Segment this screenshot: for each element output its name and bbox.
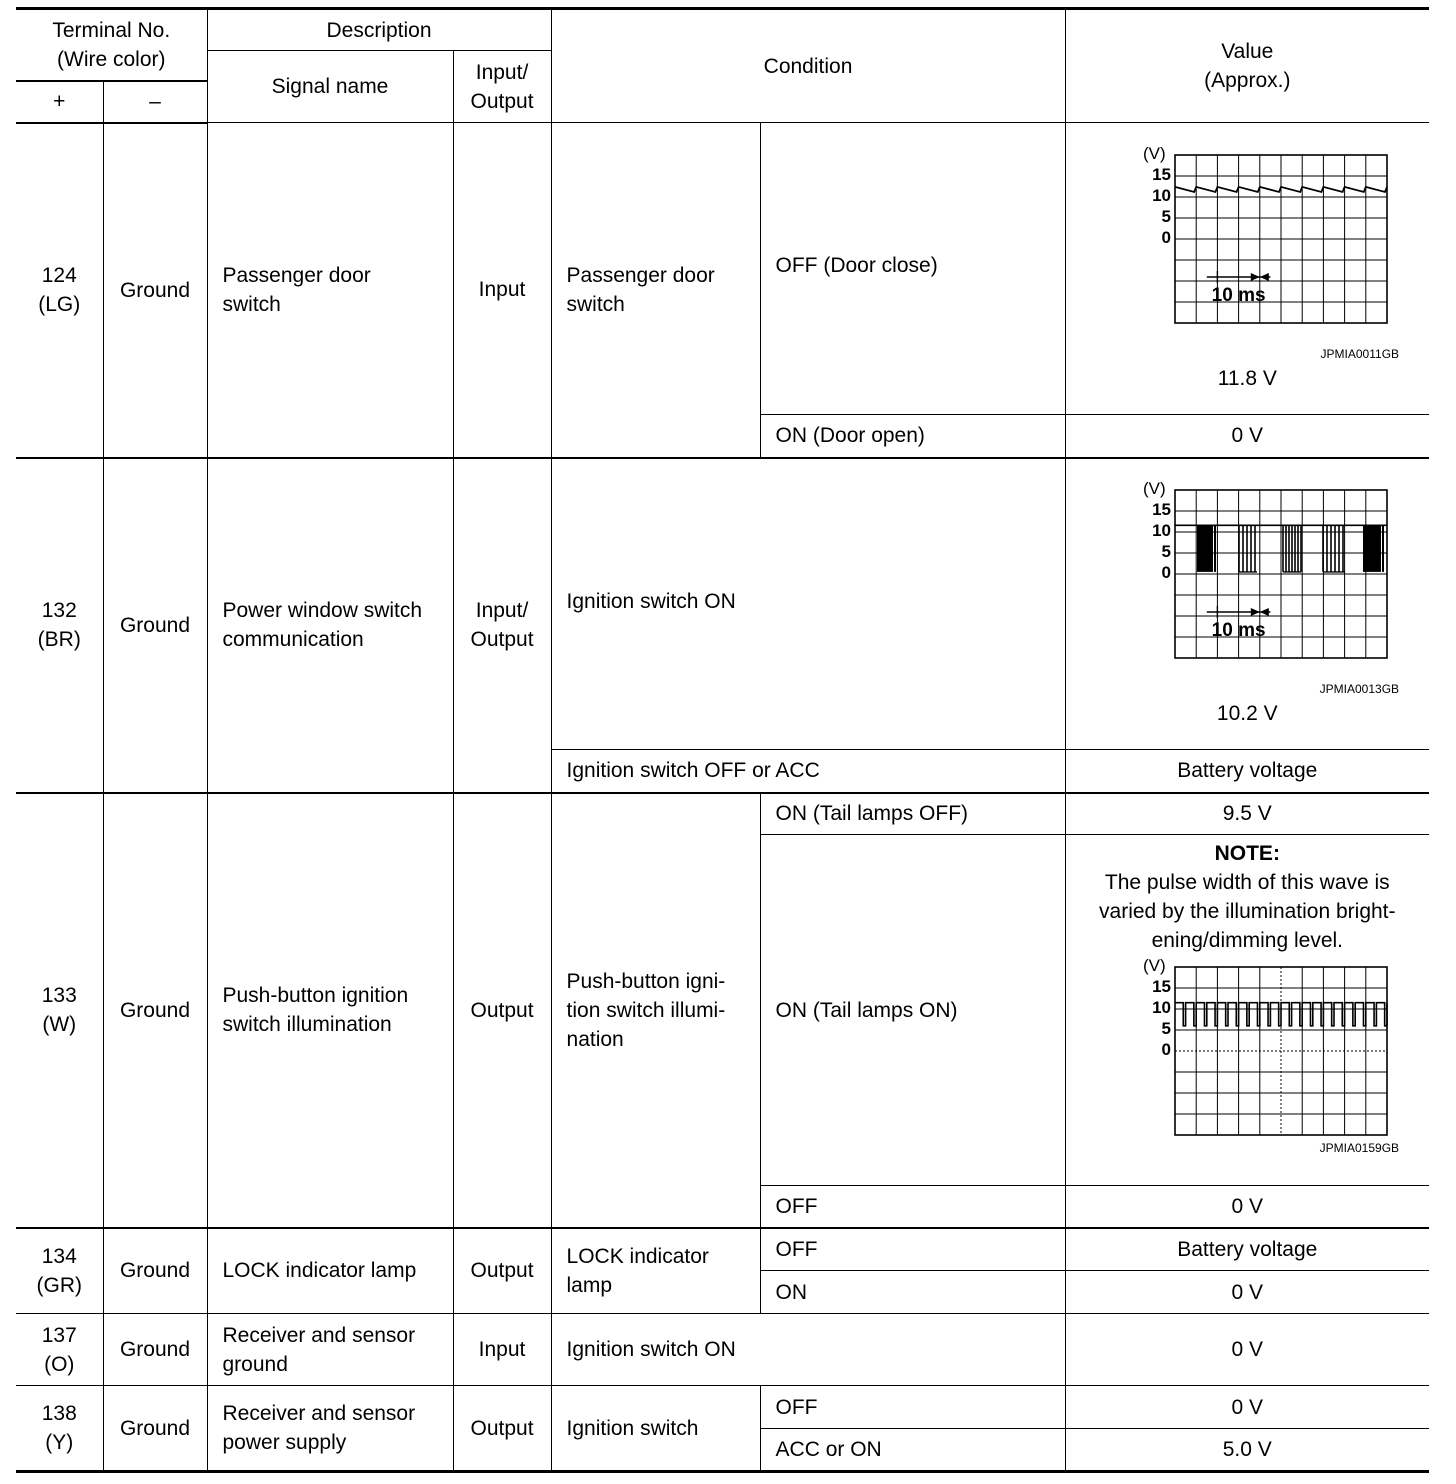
condition-line: switch — [566, 292, 625, 316]
waveform-trace — [1175, 1003, 1387, 1026]
header-condition: Condition — [551, 9, 1065, 123]
axis-unit-label: (V) — [1143, 957, 1166, 975]
y-tick-label: 10 — [1152, 998, 1172, 1017]
ground-cell: Ground — [103, 123, 207, 458]
header-signal-name: Signal name — [207, 51, 453, 123]
y-tick-label: 5 — [1161, 541, 1172, 561]
subcondition-cell: ON (Door open) — [760, 415, 1065, 458]
subcondition-cell: OFF — [760, 1186, 1065, 1228]
waveform-chart — [1097, 480, 1397, 680]
table-row — [16, 458, 1429, 750]
signal-name-line: Passenger door — [222, 263, 371, 287]
y-tick-label: 0 — [1161, 227, 1172, 247]
figure-code: JPMIA0013GB — [1319, 681, 1400, 696]
condition-line: lamp — [566, 1273, 613, 1297]
terminal-cell — [16, 1228, 103, 1314]
value-cell: 0 V — [1065, 1271, 1429, 1314]
signal-name-line: Receiver and sensor — [222, 1402, 416, 1425]
condition-cell: Ignition switch ON — [551, 458, 1065, 750]
axis-unit-label: (V) — [1143, 479, 1166, 498]
condition-cell: Ignition switch — [551, 1386, 760, 1472]
ground-cell: Ground — [103, 1314, 207, 1386]
header-value — [1065, 9, 1429, 123]
io-cell: Output — [453, 793, 551, 1228]
io-line: Output — [470, 628, 534, 651]
io-line: Input/ — [475, 599, 529, 622]
signal-name-cell — [207, 1386, 453, 1472]
condition-line: Push-button igni- — [566, 969, 726, 993]
terminal-number: 133 — [41, 984, 77, 1007]
signal-name-line: Power window switch — [222, 599, 423, 622]
timescale-arrow-right — [1251, 608, 1260, 616]
condition-cell — [551, 1228, 760, 1314]
condition-line: tion switch illumi- — [566, 998, 726, 1022]
waveform-burst — [1363, 525, 1381, 572]
header-terminal-no-text: Terminal No. — [52, 18, 171, 42]
y-tick-label: 5 — [1161, 1019, 1172, 1038]
wire-color: (Y) — [45, 1431, 74, 1454]
value-cell: 0 V — [1065, 1386, 1429, 1429]
signal-name-line: switch illumination — [222, 1013, 392, 1036]
y-tick-label: 10 — [1152, 520, 1172, 540]
signal-name-cell — [207, 458, 453, 793]
signal-name-line: Push-button ignition — [222, 984, 409, 1007]
signal-name-cell — [207, 123, 453, 458]
io-cell — [453, 458, 551, 793]
subcondition-cell: ACC or ON — [760, 1429, 1065, 1472]
wire-color: (LG) — [38, 293, 81, 316]
y-tick-label: 0 — [1161, 562, 1172, 582]
table-row — [16, 1386, 1429, 1429]
timescale-label: 10 ms — [1211, 619, 1266, 641]
signal-name-cell — [207, 1314, 453, 1386]
value-text: 10.2 V — [1216, 701, 1278, 725]
signal-name-line: power supply — [222, 1431, 347, 1454]
subcondition-cell: OFF (Door close) — [760, 123, 1065, 415]
value-cell: 0 V — [1065, 415, 1429, 458]
terminal-cell — [16, 123, 103, 458]
io-cell: Input — [453, 123, 551, 458]
note-line: varied by the illumination bright- — [1099, 900, 1396, 923]
figure-code: JPMIA0159GB — [1319, 1141, 1400, 1155]
signal-name-line: communication — [222, 628, 364, 651]
waveform-burst — [1197, 525, 1213, 572]
timescale-arrow-left — [1260, 273, 1269, 281]
y-tick-label: 15 — [1152, 164, 1172, 184]
header-terminal-no — [16, 9, 207, 81]
y-tick-label: 15 — [1152, 977, 1172, 996]
subcondition-cell: ON (Tail lamps OFF) — [760, 793, 1065, 835]
value-cell: 0 V — [1065, 1186, 1429, 1228]
y-tick-label: 0 — [1161, 1040, 1172, 1059]
io-cell: Output — [453, 1228, 551, 1314]
condition-line: nation — [566, 1027, 624, 1051]
terminal-number: 137 — [41, 1323, 77, 1347]
table-row — [16, 793, 1429, 835]
figure-code: JPMIA0011GB — [1320, 346, 1400, 361]
signal-name-line: ground — [222, 1352, 288, 1376]
ground-cell: Ground — [103, 1228, 207, 1314]
value-cell: 9.5 V — [1065, 793, 1429, 835]
wire-color: (BR) — [37, 628, 81, 651]
header-input-output — [453, 51, 551, 123]
header-value-text: Value — [1221, 40, 1274, 63]
subcondition-cell: OFF — [760, 1386, 1065, 1429]
header-wire-color: (Wire color) — [57, 47, 166, 71]
table-row — [16, 123, 1429, 415]
table-row — [16, 1314, 1429, 1386]
terminal-cell — [16, 1386, 103, 1472]
note-line: The pulse width of this wave is — [1104, 871, 1390, 894]
note-title: NOTE: — [1214, 842, 1280, 865]
value-cell: Battery voltage — [1065, 1228, 1429, 1271]
y-tick-label: 10 — [1152, 185, 1172, 205]
header-io-line2: Output — [470, 89, 534, 113]
condition-cell — [551, 123, 760, 458]
header-approx: (Approx.) — [1204, 69, 1291, 92]
timescale-arrow-left — [1260, 608, 1269, 616]
value-cell — [1065, 835, 1429, 1186]
value-text: 11.8 V — [1217, 366, 1277, 390]
ground-cell: Ground — [103, 1386, 207, 1472]
header-description: Description — [207, 9, 551, 51]
note-line: ening/dimming level. — [1151, 929, 1343, 952]
subcondition-cell: ON — [760, 1271, 1065, 1314]
value-cell: Battery voltage — [1065, 750, 1429, 793]
wire-color: (W) — [42, 1013, 77, 1036]
value-cell — [1065, 458, 1429, 750]
signal-name-line: switch — [222, 292, 281, 316]
timescale-arrow-right — [1251, 273, 1260, 281]
condition-cell: Ignition switch OFF or ACC — [551, 750, 1065, 793]
header-minus: – — [103, 81, 207, 123]
value-cell — [1065, 123, 1429, 415]
condition-line: LOCK indicator — [566, 1244, 709, 1268]
terminal-number: 124 — [41, 264, 77, 287]
value-cell: 5.0 V — [1065, 1429, 1429, 1472]
table-row — [16, 1228, 1429, 1271]
wire-color: (GR) — [36, 1273, 82, 1297]
condition-line: Passenger door — [566, 263, 715, 287]
signal-name-line: Receiver and sensor — [222, 1323, 416, 1347]
io-cell: Output — [453, 1386, 551, 1472]
header-plus: + — [16, 81, 103, 123]
signal-name-cell — [207, 793, 453, 1228]
value-cell: 0 V — [1065, 1314, 1429, 1386]
timescale-label: 10 ms — [1211, 284, 1266, 306]
wire-color: (O) — [44, 1352, 75, 1376]
y-tick-label: 15 — [1152, 499, 1172, 519]
terminal-cell — [16, 1314, 103, 1386]
terminal-number: 134 — [41, 1244, 77, 1268]
signal-name-cell: LOCK indicator lamp — [207, 1228, 453, 1314]
y-tick-label: 5 — [1161, 206, 1172, 226]
condition-cell — [551, 793, 760, 1228]
axis-unit-label: (V) — [1143, 144, 1166, 163]
waveform-chart — [1097, 957, 1397, 1139]
io-cell: Input — [453, 1314, 551, 1386]
ground-cell: Ground — [103, 793, 207, 1228]
ground-cell: Ground — [103, 458, 207, 793]
terminal-number: 138 — [41, 1402, 77, 1425]
subcondition-cell: OFF — [760, 1228, 1065, 1271]
waveform-chart — [1097, 145, 1397, 345]
terminal-spec-table — [16, 7, 1429, 1473]
terminal-cell — [16, 458, 103, 793]
condition-cell: Ignition switch ON — [551, 1314, 1065, 1386]
terminal-number: 132 — [41, 599, 77, 622]
subcondition-cell: ON (Tail lamps ON) — [760, 835, 1065, 1186]
terminal-cell — [16, 793, 103, 1228]
header-io-line1: Input/ — [475, 60, 529, 84]
